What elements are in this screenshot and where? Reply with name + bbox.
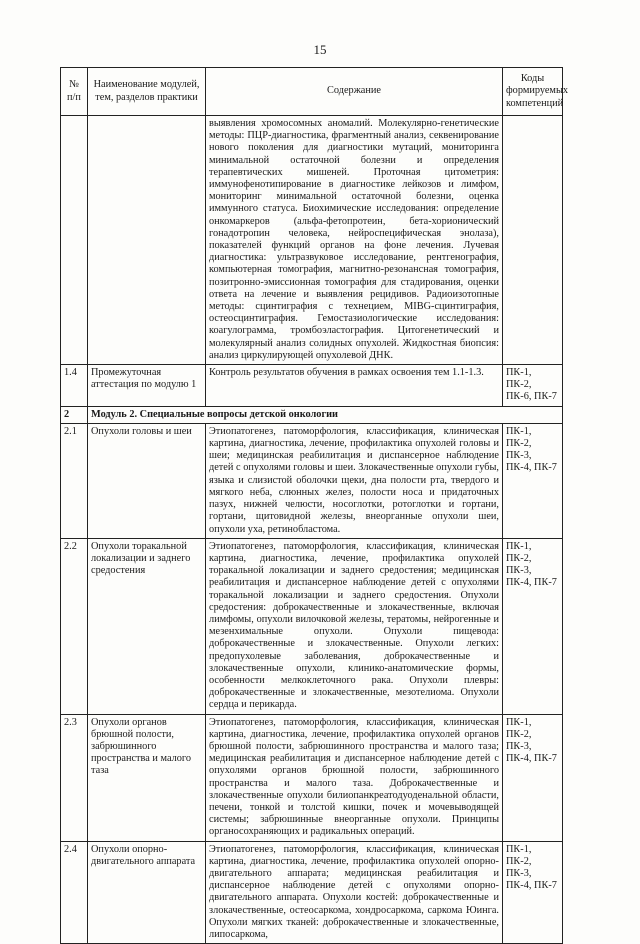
header-content: Содержание [206, 68, 503, 116]
row-name: Опухоли опорно-двигательного аппарата [88, 841, 206, 944]
module-title: Модуль 2. Специальные вопросы детской онкологии [88, 406, 563, 423]
table-header-row [61, 68, 563, 116]
header-name: Наименование модулей, тем, разделов практики [88, 68, 206, 116]
row-num: 2.3 [61, 714, 88, 841]
row-content: Этиопатогенез, патоморфология, классификация, клиническая картина, диагностика, лечение, профилактика опухолей органов брюшной полости, забрюшинного пространства и малого таза; медицинская реабилитация и диспансерное наблюдение детей с опухолями органов брюшной полости, забрюшинного пространства и малого таза. Доброкачественные и злокачественные опухоли билиопанкреатодуоденальной области, печени, тонкой и толстой кишки, почек и мочевыводящей системы; забрюшинные внеорганные опухоли. Принципы органосохраняющих и радикальных операций. [206, 714, 503, 841]
module-num: 2 [61, 406, 88, 423]
row-codes: ПК-1, ПК-2, ПК-3, ПК-4, ПК-7 [503, 423, 563, 538]
row-num: 1.4 [61, 365, 88, 407]
table-row [61, 365, 563, 407]
page-number: 15 [313, 42, 327, 57]
row-content: Контроль результатов обучения в рамках освоения тем 1.1-1.3. [206, 365, 503, 407]
row-num: 2.2 [61, 538, 88, 714]
row-name [88, 116, 206, 365]
row-codes: ПК-1, ПК-2, ПК-3, ПК-4, ПК-7 [503, 841, 563, 944]
row-num [61, 116, 88, 365]
row-name: Промежуточная аттестация по модулю 1 [88, 365, 206, 407]
row-name: Опухоли головы и шеи [88, 423, 206, 538]
header-codes: Коды формируемых компетенций [503, 68, 563, 116]
row-codes: ПК-1, ПК-2, ПК-3, ПК-4, ПК-7 [503, 714, 563, 841]
row-content: Этиопатогенез, патоморфология, классификация, клиническая картина, диагностика, лечение, профилактика опухолей опорно-двигательного аппарата; медицинская реабилитация и диспансерное наблюдение детей с опухолями опорно-двигательного аппарата. Опухоли костей: доброкачественные и злокачественные, остеосаркома, хондросаркома, саркома Юинга. Опухоли мягких тканей: доброкачественные и злокачественные, липосаркома, [206, 841, 503, 944]
table-row [61, 714, 563, 841]
curriculum-table [60, 67, 569, 944]
table-row [61, 116, 563, 365]
table-row [61, 538, 563, 714]
table-row [61, 423, 563, 538]
header-num: № п/п [61, 68, 88, 116]
row-codes: ПК-1, ПК-2, ПК-6, ПК-7 [503, 365, 563, 407]
row-num: 2.4 [61, 841, 88, 944]
row-content: Этиопатогенез, патоморфология, классификация, клиническая картина, диагностика, лечение, профилактика опухолей головы и шеи; медицинская реабилитация и диспансерное наблюдение детей с опухолями головы и шеи. Злокачественные опухоли губы, языка и слизистой оболочки щеки, дна полости рта, твердого и мягкого неба, слюнных желез, полости носа и придаточных пазух, нижней челюсти, носоглотки, ротоглотки и гортани, гортани, щитовидной железы, внеорганные опухоли шеи, опухоли уха, ретинобластома. [206, 423, 503, 538]
row-name: Опухоли торакальной локализации и заднего средостения [88, 538, 206, 714]
row-name: Опухоли органов брюшной полости, забрюшинного пространства и малого таза [88, 714, 206, 841]
row-content: Этиопатогенез, патоморфология, классификация, клиническая картина, диагностика, лечение, профилактика опухолей торакальной локализации и заднего средостения; медицинская реабилитация и диспансерное наблюдение детей с опухолями торакальной локализации и заднего средостения. Опухоли средостения: доброкачественные и злокачественные, включая лимфомы, опухоли вилочковой железы, тератомы, нейрогенные и мезенхимальные опухоли. Опухоли пищевода: доброкачественные и злокачественные. Опухоли легких: предопухолевые заболевания, доброкачественные и злокачественные опухоли, клинико-анатомические формы, особенности мелкоклеточного рака. Опухоли плевры: доброкачественные и злокачественные, мезотелиома. Опухоли сердца и перикарда. [206, 538, 503, 714]
module-row [61, 406, 563, 423]
row-num: 2.1 [61, 423, 88, 538]
row-codes: ПК-1, ПК-2, ПК-3, ПК-4, ПК-7 [503, 538, 563, 714]
table-row [61, 841, 563, 944]
row-codes [503, 116, 563, 365]
row-content: выявления хромосомных аномалий. Молекулярно-генетические методы: ПЦР-диагностика, фрагментный анализ, секвенирование нового поколения для диагностики мутаций, мониторинга минимальной остаточной болезни и определения терапевтических мишеней. Проточная цитометрия: иммунофенотипирование в диагностике лейкозов и лимфом, мониторинг минимальной остаточной болезни, оценка иммунного статуса. Биохимические исследования: определение онкомаркеров (альфа-фетопротеин, бета-хорионический гонадотропин человека, нейроспецифическая энолаза), показателей функций органов на фоне лечения. Лучевая диагностика: ультразвуковое исследование, рентгенография, компьютерная томография, магнитно-резонансная томография, позитронно-эмиссионная томография для стадирования, оценки ответа на лечение и выявления рецидивов. Радиоизотопные методы: сцинтиграфия с технецием, MIBG-сцинтиграфия, остеосцинтиграфия. Гемостазиологические исследования: коагулограмма, тромбоэластография. Цитогенетический и молекулярный анализ солидных опухолей. Жидкостная биопсия: анализ циркулирующей опухолевой ДНК. [206, 116, 503, 365]
